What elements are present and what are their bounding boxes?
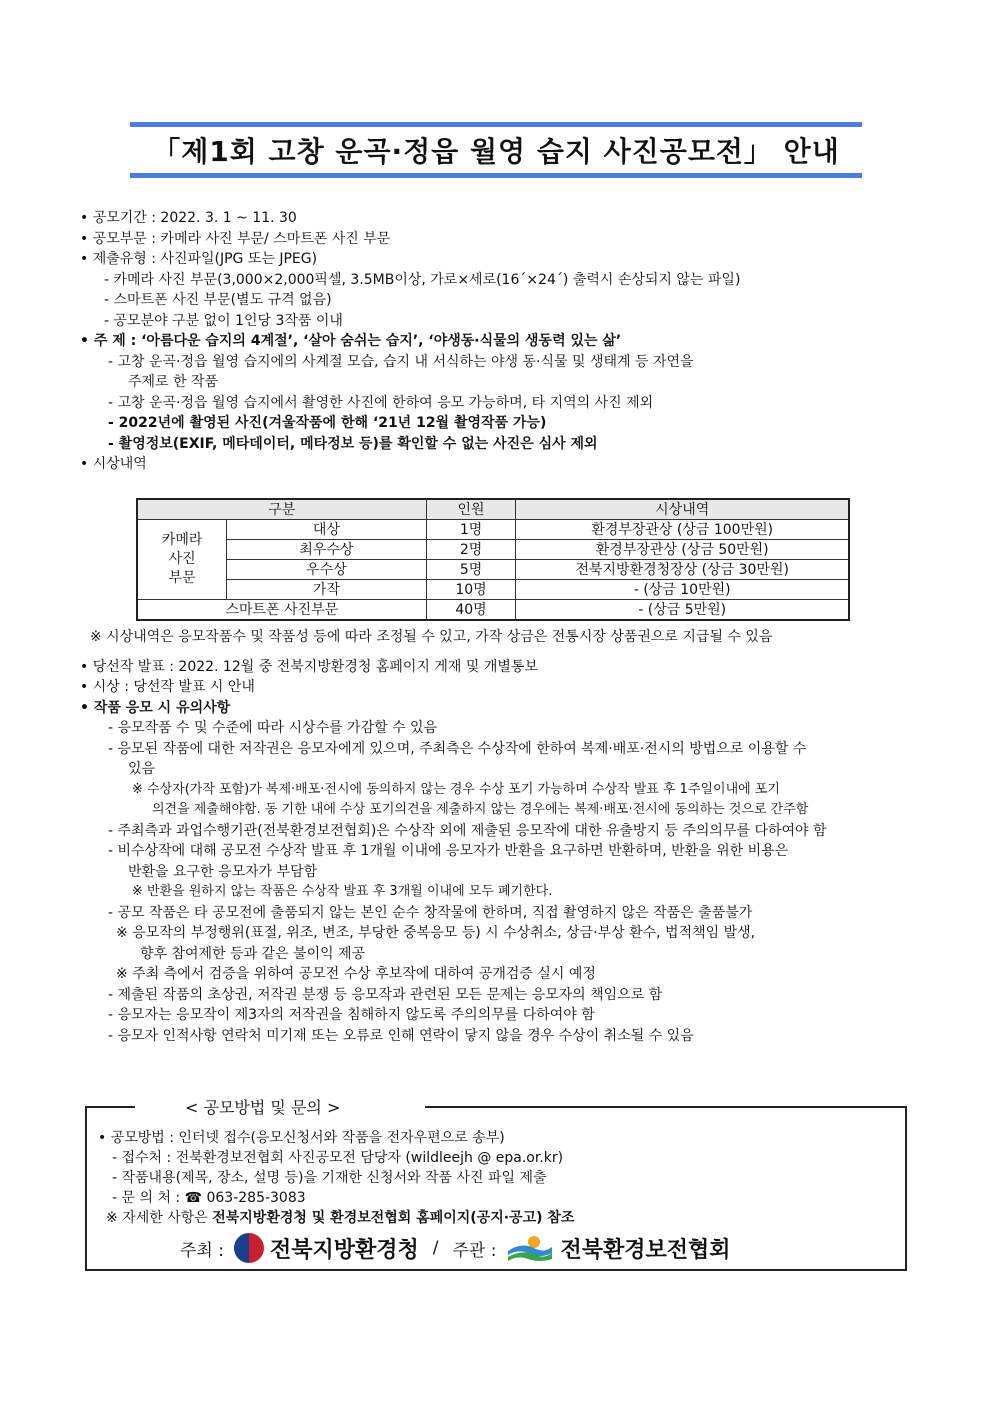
caution-4-note: ※ 반환을 원하지 않는 작품은 수상작 발표 후 3개월 이내에 모두 폐기한다. xyxy=(132,884,553,899)
ceremony-item: • 시상 : 당선작 발표 시 안내 xyxy=(80,677,920,698)
prize-label: • 시상내역 xyxy=(80,454,920,475)
caution-2-note-cont: 의견을 제출해야함. 동 기한 내에 수상 포기의견을 제출하지 않는 경우에는 복제·배포·전시에 동의하는 것으로 간주함 xyxy=(152,802,809,817)
host-label: 주최 : xyxy=(180,1240,224,1261)
prize-note: ※ 시상내역은 응모작품수 및 작품성 등에 따라 조정될 수 있고, 가작 상금은 전통시장 상품권으로 지급될 수 있음 xyxy=(90,629,773,645)
footer-border xyxy=(425,1106,907,1108)
sponsor-line xyxy=(180,1228,880,1268)
spacer xyxy=(80,648,920,657)
separator: / xyxy=(432,1238,439,1258)
count-cell: 1명 xyxy=(426,520,516,540)
host-org: 전북지방환경청 xyxy=(269,1237,419,1263)
table-row xyxy=(137,540,849,560)
notes-content xyxy=(80,627,920,1046)
theme-sub-4: - 촬영정보(EXIF, 메타데이터, 메타정보 등)를 확인할 수 없는 사진은 심사 제외 xyxy=(108,435,598,452)
header-award: 시상내역 xyxy=(516,499,849,520)
caution-5: - 공모 작품은 타 공모전에 출품되지 않는 본인 순수 창작물에 한하며, 직접 촬영하지 않은 작품은 출품불가 xyxy=(108,904,753,921)
caution-6: - 제출된 작품의 초상권, 저작권 분쟁 등 응모작과 관련된 모든 문제는 응모자의 책임으로 함 xyxy=(108,986,663,1003)
count-cell: 40명 xyxy=(426,600,516,621)
announce-item: • 당선작 발표 : 2022. 12월 중 전북지방환경청 홈페이지 게재 및 개별통보 xyxy=(80,657,920,678)
organizer-org: 전북환경보전협회 xyxy=(560,1237,731,1263)
rank-cell: 스마트폰 사진부문 xyxy=(137,600,426,621)
camera-group-line: 카메라 xyxy=(161,532,203,548)
caution-8: - 응모자 인적사항 연락처 미기재 또는 오류로 인해 연락이 닿지 않을 경우 수상이 취소될 수 있음 xyxy=(108,1027,694,1044)
period-item: • 공모기간 : 2022. 3. 1 ~ 11. 30 xyxy=(80,208,920,229)
page-title: 「제1회 고창 운곡·정읍 월영 습지 사진공모전」 안내 xyxy=(152,135,840,168)
footer-title: < 공모방법 및 문의 > xyxy=(185,1098,341,1117)
award-cell: - (상금 10만원) xyxy=(516,580,849,600)
receiver-item: - 접수처 : 전북환경보전협회 사진공모전 담당자 (wildleejh @ epa.or.kr) xyxy=(112,1150,564,1166)
award-cell: 환경부장관상 (상금 50만원) xyxy=(516,540,849,560)
govt-logo-icon xyxy=(234,1233,264,1263)
organizer-label: 주관 : xyxy=(452,1240,497,1261)
caution-2-note: ※ 수상자(가작 포함)가 복제·배포·전시에 동의하지 않는 경우 수상 포기 가능하며 수상작 발표 후 1주일이내에 포기 xyxy=(132,781,780,797)
caution-3: - 주최측과 과업수행기관(전북환경보전협회)은 수상작 외에 제출된 응모작에 대한 유출방지 등 주의의무를 다하여야 함 xyxy=(108,822,827,839)
caution-1: - 응모작품 수 및 수준에 따라 시상수를 가감할 수 있음 xyxy=(108,720,438,736)
award-cell: 전북지방환경청장상 (상금 30만원) xyxy=(516,560,849,580)
header-category: 구분 xyxy=(137,499,426,520)
theme-sub-1-cont: 주제로 한 작품 xyxy=(128,374,219,390)
camera-group-cell xyxy=(137,520,227,600)
format-sub-camera: - 카메라 사진 부문(3,000×2,000픽셀, 3.5MB이상, 가로×세로(16´×24´) 출력시 손상되지 않는 파일) xyxy=(104,271,741,288)
caution-7: - 응모자는 응모작이 제3자의 저작권을 침해하지 않도록 주의의무를 다하여야 함 xyxy=(108,1007,595,1023)
rank-cell: 가작 xyxy=(227,580,426,600)
caution-2-cont: 있음 xyxy=(128,761,156,777)
rank-cell: 대상 xyxy=(227,520,426,540)
award-cell: 환경부장관상 (상금 100만원) xyxy=(516,520,849,540)
rank-cell: 최우수상 xyxy=(227,540,426,560)
association-logo-icon xyxy=(506,1233,554,1263)
caution-5-note-cont: 향후 참여제한 등과 같은 불이익 제공 xyxy=(140,945,366,962)
award-cell: - (상금 5만원) xyxy=(516,600,849,621)
detail-item xyxy=(98,1208,898,1228)
caution-2: - 응모된 작품에 대한 저작권은 응모자에게 있으며, 주최측은 수상작에 한하여 복제·배포·전시의 방법으로 이용할 수 xyxy=(108,740,807,757)
count-cell: 5명 xyxy=(426,560,516,580)
title-box xyxy=(130,122,862,178)
category-item: • 공모부문 : 카메라 사진 부문/ 스마트폰 사진 부문 xyxy=(80,229,920,250)
format-item: • 제출유형 : 사진파일(JPG 또는 JPEG) xyxy=(80,249,920,270)
prize-table xyxy=(136,498,850,621)
camera-group-line: 사진 xyxy=(168,551,196,567)
footer-border xyxy=(85,1106,135,1108)
count-cell: 10명 xyxy=(426,580,516,600)
table-row xyxy=(137,600,849,621)
rank-cell: 우수상 xyxy=(227,560,426,580)
caution-title: • 작품 응모 시 유의사항 xyxy=(80,698,920,719)
count-cell: 2명 xyxy=(426,540,516,560)
table-row xyxy=(137,560,849,580)
contact-item: - 문 의 처 : ☎ 063-285-3083 xyxy=(112,1190,306,1206)
camera-group-line: 부문 xyxy=(168,570,196,586)
format-sub-limit: - 공모분야 구분 없이 1인당 3작품 이내 xyxy=(104,312,343,329)
header-count: 인원 xyxy=(426,499,516,520)
caution-4-cont: 반환을 요구한 응모자가 부담함 xyxy=(128,863,318,880)
detail-pre: ※ 자세한 사항은 xyxy=(106,1210,213,1226)
theme-sub-2: - 고창 운곡·정읍 월영 습지에서 촬영한 사진에 한하여 응모 가능하며, 타 지역의 사진 제외 xyxy=(108,394,654,411)
footer-content xyxy=(98,1128,898,1228)
caution-5-note: ※ 응모작의 부정행위(표절, 위조, 변조, 부당한 중복응모 등) 시 수상취소, 상금·부상 환수, 법적책임 발생, xyxy=(116,925,756,941)
table-header-row xyxy=(137,499,849,520)
caution-4: - 비수상작에 대해 공모전 수상작 발표 후 1개월 이내에 응모자가 반환을 요구하면 반환하며, 반환을 위한 비용은 xyxy=(108,843,789,859)
table-row xyxy=(137,520,849,540)
table-row xyxy=(137,580,849,600)
content-item: - 작품내용(제목, 장소, 설명 등)을 기재한 신청서와 작품 사진 파일 제출 xyxy=(112,1170,547,1186)
theme-sub-3: - 2022년에 촬영된 사진(겨울작품에 한해 ‘21년 12월 촬영작품 가능) xyxy=(108,415,547,431)
theme-item: • 주 제 : ‘아름다운 습지의 4계절’, ‘살아 숨쉬는 습지’, ‘야생동·식물의 생동력 있는 삶’ xyxy=(80,331,920,352)
theme-sub-1: - 고창 운곡·정읍 월영 습지에의 사계절 모습, 습지 내 서식하는 야생 동·식물 및 생태계 등 자연을 xyxy=(108,353,694,370)
detail-bold: 전북지방환경청 및 환경보전협회 홈페이지(공지·공고) 참조 xyxy=(212,1210,575,1226)
main-content xyxy=(80,208,920,475)
format-sub-smartphone: - 스마트폰 사진 부문(별도 규격 없음) xyxy=(104,292,332,308)
method-item: • 공모방법 : 인터넷 접수(응모신청서와 작품을 전자우편으로 송부) xyxy=(98,1128,898,1148)
caution-5-note-2: ※ 주최 측에서 검증을 위하여 공모전 수상 후보작에 대하여 공개검증 실시 예정 xyxy=(116,966,596,982)
